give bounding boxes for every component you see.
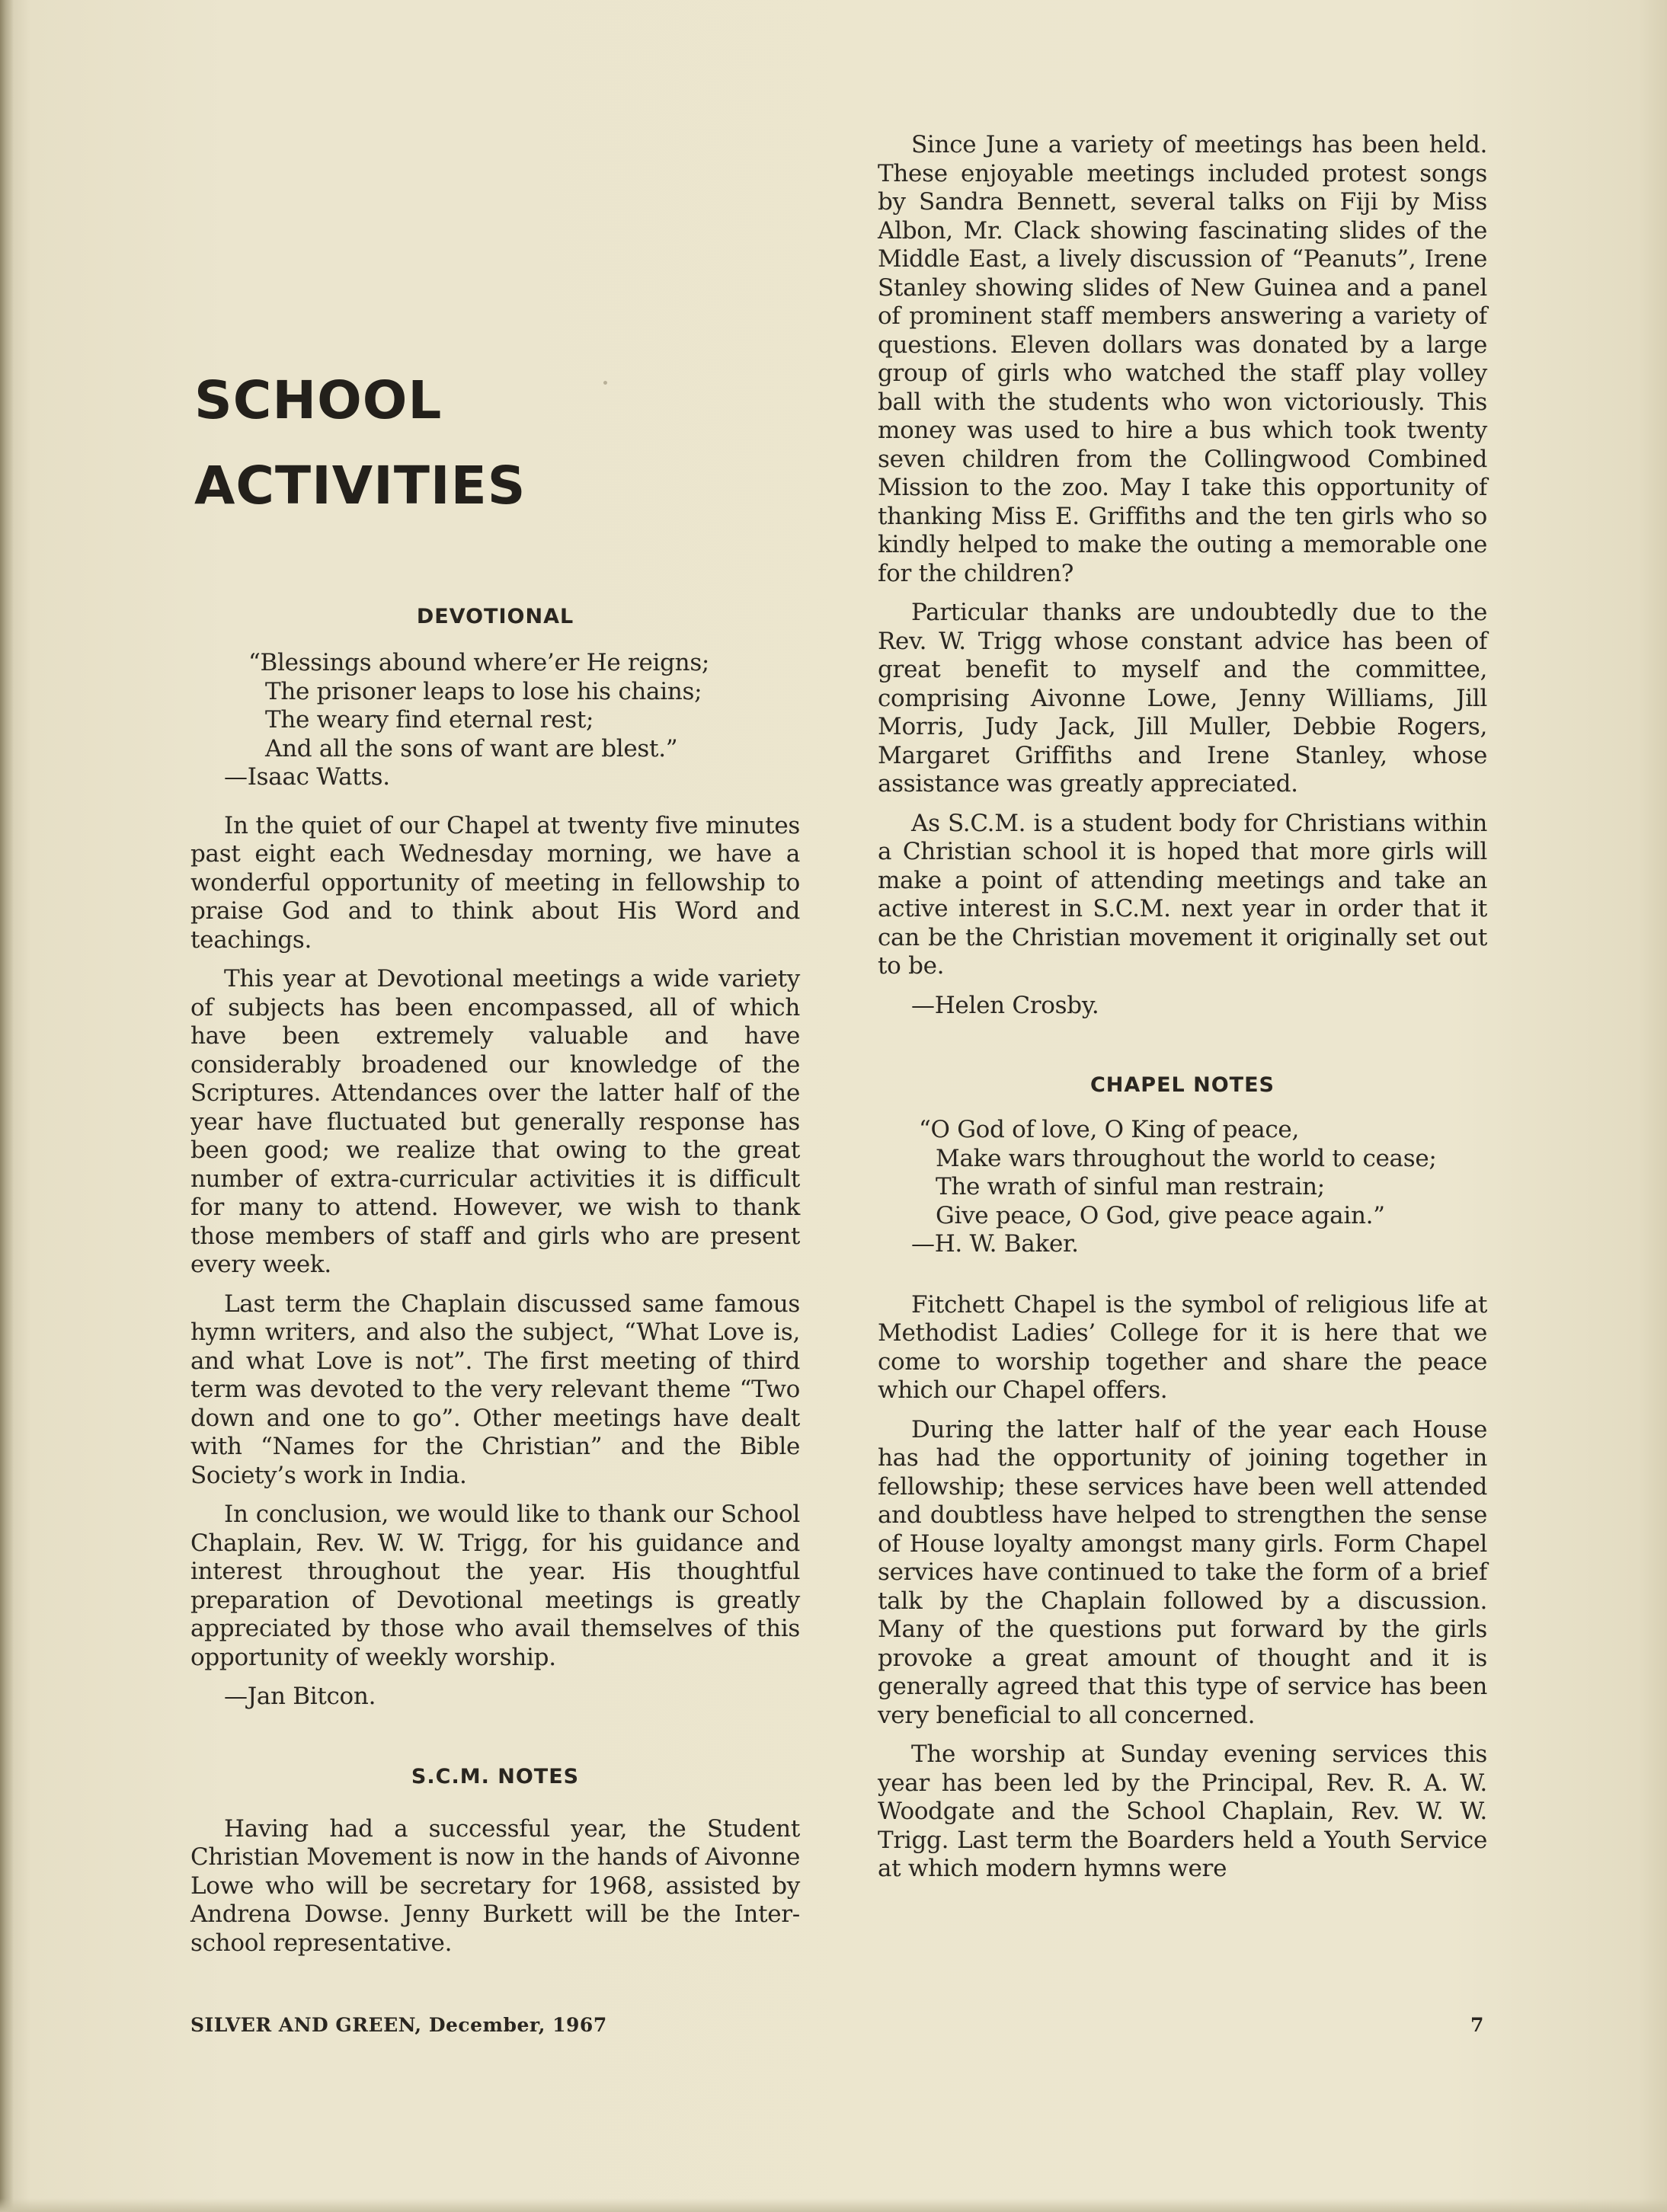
scm-heading: S.C.M. NOTES <box>411 1764 580 1788</box>
page-number: 7 <box>1470 2014 1484 2036</box>
section-title <box>194 358 526 529</box>
section-title-line-1: SCHOOL <box>194 370 443 431</box>
binding-edge <box>0 0 14 2212</box>
chapel-verse <box>919 1116 1487 1230</box>
verse-line: “Blessings abound where’er He reigns; <box>248 649 710 676</box>
scm-paragraph: Having had a successful year, the Student Christian Movement is now in the hands of Aivonne Lowe who will be secretary for 1968, assisted by Andrena Dowse. Jenny Burkett will be the Inter-school representative. <box>190 1814 800 1957</box>
scm-paragraph: Particular thanks are undoubtedly due to the Rev. W. Trigg whose constant advice has been of great benefit to myself and the committee, comprising Aivonne Lowe, Jenny Williams, Jill Morris, Judy Jack, Jill Muller, Debbie Rogers, Margaret Griffiths and Irene Stanley, whose assistance was greatly appreciated. <box>878 599 1487 798</box>
chapel-paragraph: The worship at Sunday evening services this year has been led by the Principal, Rev. R. A. W. Woodgate and the School Chaplain, Rev. W. W. Trigg. Last term the Boarders held a Youth Service at which modern hymns were <box>878 1741 1487 1882</box>
verse-line: “O God of love, O King of peace, <box>919 1116 1300 1143</box>
verse-line: Give peace, O God, give peace again.” <box>936 1201 1385 1229</box>
devotional-verse <box>248 649 800 763</box>
verse-line: And all the sons of want are blest.” <box>265 734 678 762</box>
publication-footer: SILVER AND GREEN, December, 1967 <box>190 2014 607 2036</box>
verse-attribution: —Isaac Watts. <box>224 763 390 791</box>
scm-paragraph: As S.C.M. is a student body for Christians within a Christian school it is hoped that more girls will make a point of attending meetings and take an active interest in S.C.M. next year in order that it can be the Christian movement it originally set out to be. <box>878 809 1487 980</box>
devotional-heading: DEVOTIONAL <box>416 605 574 628</box>
paper-speck <box>603 381 607 385</box>
verse-line: The weary find eternal rest; <box>265 706 594 734</box>
scm-author: —Helen Crosby. <box>911 991 1099 1019</box>
section-title-line-2: ACTIVITIES <box>194 456 526 516</box>
verse-line: Make wars throughout the world to cease; <box>936 1144 1437 1172</box>
devotional-paragraph: Last term the Chaplain discussed same famous hymn writers, and also the subject, “What Love is, and what Love is not”. The first meeting of third term was devoted to the very relevant theme “Two down and one to go”. Other meetings have dealt with “Names for the Christian” and the Bible Society’s work in India. <box>190 1290 800 1489</box>
right-column <box>878 131 1487 1884</box>
devotional-paragraph: In the quiet of our Chapel at twenty five minutes past eight each Wednesday morning, we have a wonderful opportunity of meeting in fellowship to praise God and to think about His Word and teachings. <box>190 811 800 954</box>
left-column <box>190 602 800 1958</box>
scm-paragraph: Since June a variety of meetings has been held. These enjoyable meetings included protest songs by Sandra Bennett, several talks on Fiji by Miss Albon, Mr. Clack showing fascinating slides of the Middle East, a lively discussion of “Peanuts”, Irene Stanley showing slides of New Guinea and a panel of prominent staff members answering a variety of questions. Eleven dollars was donated by a large group of girls who watched the staff play volley ball with the students who won victoriously. This money was used to hire a bus which took twenty seven children from the Collingwood Combined Mission to the zoo. May I take this opportunity of thanking Miss E. Griffiths and the ten girls who so kindly helped to make the outing a memorable one for the children? <box>878 131 1487 587</box>
devotional-paragraph: This year at Devotional meetings a wide variety of subjects has been encompassed, all of which have been extremely valuable and have considerably broadened our knowledge of the Scriptures. Attendances over the latter half of the year have fluctuated but generally response has been good; we realize that owing to the great number of extra-curricular activities it is difficult for many to attend. However, we wish to thank those members of staff and girls who are present every week. <box>190 965 800 1278</box>
verse-line: The wrath of sinful man restrain; <box>936 1173 1325 1200</box>
page-bottom-edge <box>0 2198 1667 2212</box>
verse-line: The prisoner leaps to lose his chains; <box>265 677 702 705</box>
devotional-author: —Jan Bitcon. <box>224 1683 376 1710</box>
verse-attribution: —H. W. Baker. <box>911 1230 1079 1258</box>
chapel-paragraph: Fitchett Chapel is the symbol of religious life at Methodist Ladies’ College for it is here that we come to worship together and share the peace which our Chapel offers. <box>878 1290 1487 1404</box>
devotional-paragraph: In conclusion, we would like to thank our School Chaplain, Rev. W. W. Trigg, for his guidance and interest throughout the year. His thoughtful preparation of Devotional meetings is greatly appreciated by those who avail themselves of this opportunity of weekly worship. <box>190 1501 800 1671</box>
chapel-paragraph: During the latter half of the year each House has had the opportunity of joining together in fellowship; these services have been well attended and doubtless have helped to strengthen the sense of House loyalty amongst many girls. Form Chapel services have continued to take the form of a brief talk by the Chaplain followed by a discussion. Many of the questions put forward by the girls provoke a great amount of thought and it is generally agreed that this type of service has been very beneficial to all concerned. <box>878 1415 1487 1729</box>
chapel-heading: CHAPEL NOTES <box>1089 1073 1275 1097</box>
